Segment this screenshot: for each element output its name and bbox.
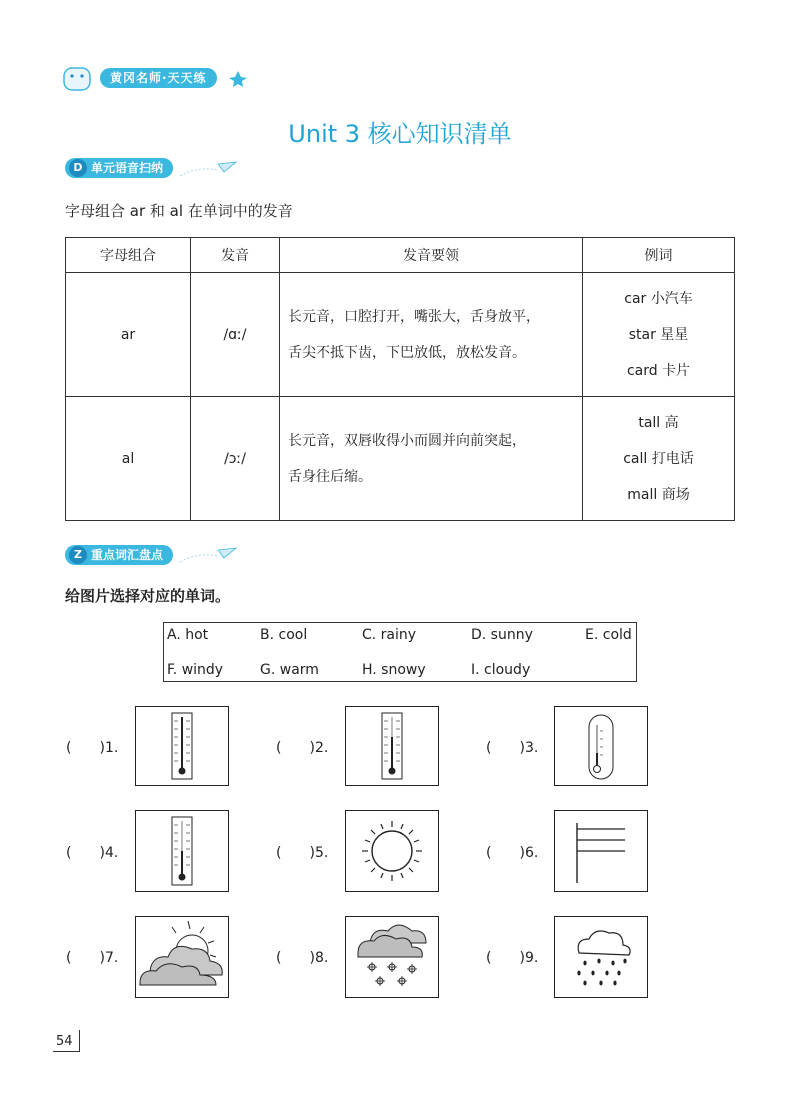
word-option: E. cold — [585, 627, 632, 643]
example-word: card 卡片 — [626, 362, 691, 379]
question-number: 6. — [524, 845, 539, 861]
combo-cell: ar — [66, 273, 191, 397]
example-word: call 打电话 — [623, 450, 694, 467]
word-option: A. hot — [167, 627, 209, 643]
snow-cloud-icon — [346, 917, 438, 997]
page-number: 54 — [53, 1030, 80, 1052]
tips-cell — [280, 397, 583, 521]
answer-blank[interactable]: ( ) — [486, 845, 525, 861]
example-word: mall 商场 — [627, 486, 690, 503]
word-option: F. windy — [167, 662, 224, 678]
question-number: 5. — [314, 845, 329, 861]
picture-rainy — [554, 916, 648, 998]
col-header: 发音要领 — [280, 238, 583, 273]
question-number: 4. — [104, 845, 119, 861]
paper-plane-icon — [178, 544, 238, 566]
answer-blank[interactable]: ( ) — [66, 845, 105, 861]
section-label: 单元语音扫纳 — [65, 158, 173, 178]
combo-cell: al — [66, 397, 191, 521]
intro-text: 字母组合 ar 和 al 在单词中的发音 — [65, 202, 293, 220]
answer-blank[interactable]: ( ) — [66, 740, 105, 756]
picture-thermometer-hot — [135, 706, 229, 786]
tip-line: 长元音，口腔打开，嘴张大，舌身放平， — [288, 308, 540, 325]
picture-thermometer-cold — [554, 706, 648, 786]
col-header: 例词 — [583, 238, 735, 273]
picture-thermometer-cool — [135, 810, 229, 892]
table-row — [66, 397, 735, 521]
question-number: 2. — [314, 740, 329, 756]
question-8 — [276, 947, 328, 967]
picture-flag-windy — [554, 810, 648, 892]
table-header-row — [66, 238, 735, 273]
question-number: 1. — [104, 740, 119, 756]
word-option: C. rainy — [362, 627, 417, 643]
thermometer-icon — [136, 707, 228, 785]
answer-blank[interactable]: ( ) — [66, 950, 105, 966]
tip-line: 舌尖不抵下齿，下巴放低，放松发音。 — [288, 344, 526, 361]
bear-icon — [64, 68, 90, 90]
question-1 — [66, 737, 118, 757]
thermometer-icon — [136, 811, 228, 891]
question-7 — [66, 947, 118, 967]
sound-cell: /ɑː/ — [191, 273, 280, 397]
task-instruction: 给图片选择对应的单词。 — [65, 587, 231, 605]
question-5 — [276, 842, 328, 862]
phonics-table — [65, 237, 735, 521]
word-option: D. sunny — [471, 627, 533, 643]
star-icon — [229, 71, 247, 87]
answer-blank[interactable]: ( ) — [276, 740, 315, 756]
word-option: B. cool — [260, 627, 308, 643]
windy-flag-icon — [555, 811, 647, 891]
question-6 — [486, 842, 538, 862]
question-number: 8. — [314, 950, 329, 966]
picture-sun-cloud — [135, 916, 229, 998]
question-number: 7. — [104, 950, 119, 966]
question-number: 3. — [524, 740, 539, 756]
answer-blank[interactable]: ( ) — [276, 950, 315, 966]
tip-line: 舌身往后缩。 — [288, 468, 372, 485]
examples-cell — [583, 273, 735, 397]
sound-cell: /ɔː/ — [191, 397, 280, 521]
sun-icon — [346, 811, 438, 891]
col-header: 字母组合 — [66, 238, 191, 273]
question-3 — [486, 737, 538, 757]
question-number: 9. — [524, 950, 539, 966]
section-label: 重点词汇盘点 — [65, 545, 173, 565]
col-header: 发音 — [191, 238, 280, 273]
picture-thermometer-warm — [345, 706, 439, 786]
section-badge-d: D — [69, 159, 87, 177]
sun-behind-cloud-icon — [136, 917, 228, 997]
section-badge-z: Z — [69, 546, 87, 564]
rain-cloud-icon — [555, 917, 647, 997]
tips-cell — [280, 273, 583, 397]
picture-sun — [345, 810, 439, 892]
question-9 — [486, 947, 538, 967]
page-title: Unit 3 核心知识清单 — [288, 120, 512, 148]
paper-plane-icon — [178, 158, 238, 180]
tip-line: 长元音，双唇收得小而圆并向前突起， — [288, 432, 526, 449]
thermometer-icon — [555, 707, 647, 785]
word-bank — [163, 622, 637, 682]
example-word: tall 高 — [638, 414, 679, 431]
brand-label: 黄冈名师·天天练 — [100, 68, 217, 88]
answer-blank[interactable]: ( ) — [486, 950, 525, 966]
word-option: G. warm — [260, 662, 319, 678]
table-row — [66, 273, 735, 397]
word-option: I. cloudy — [471, 662, 531, 678]
word-option: H. snowy — [362, 662, 426, 678]
example-word: star 星星 — [628, 326, 689, 343]
question-2 — [276, 737, 328, 757]
question-4 — [66, 842, 118, 862]
picture-snowy — [345, 916, 439, 998]
answer-blank[interactable]: ( ) — [276, 845, 315, 861]
examples-cell — [583, 397, 735, 521]
answer-blank[interactable]: ( ) — [486, 740, 525, 756]
example-word: car 小汽车 — [624, 290, 693, 307]
thermometer-icon — [346, 707, 438, 785]
